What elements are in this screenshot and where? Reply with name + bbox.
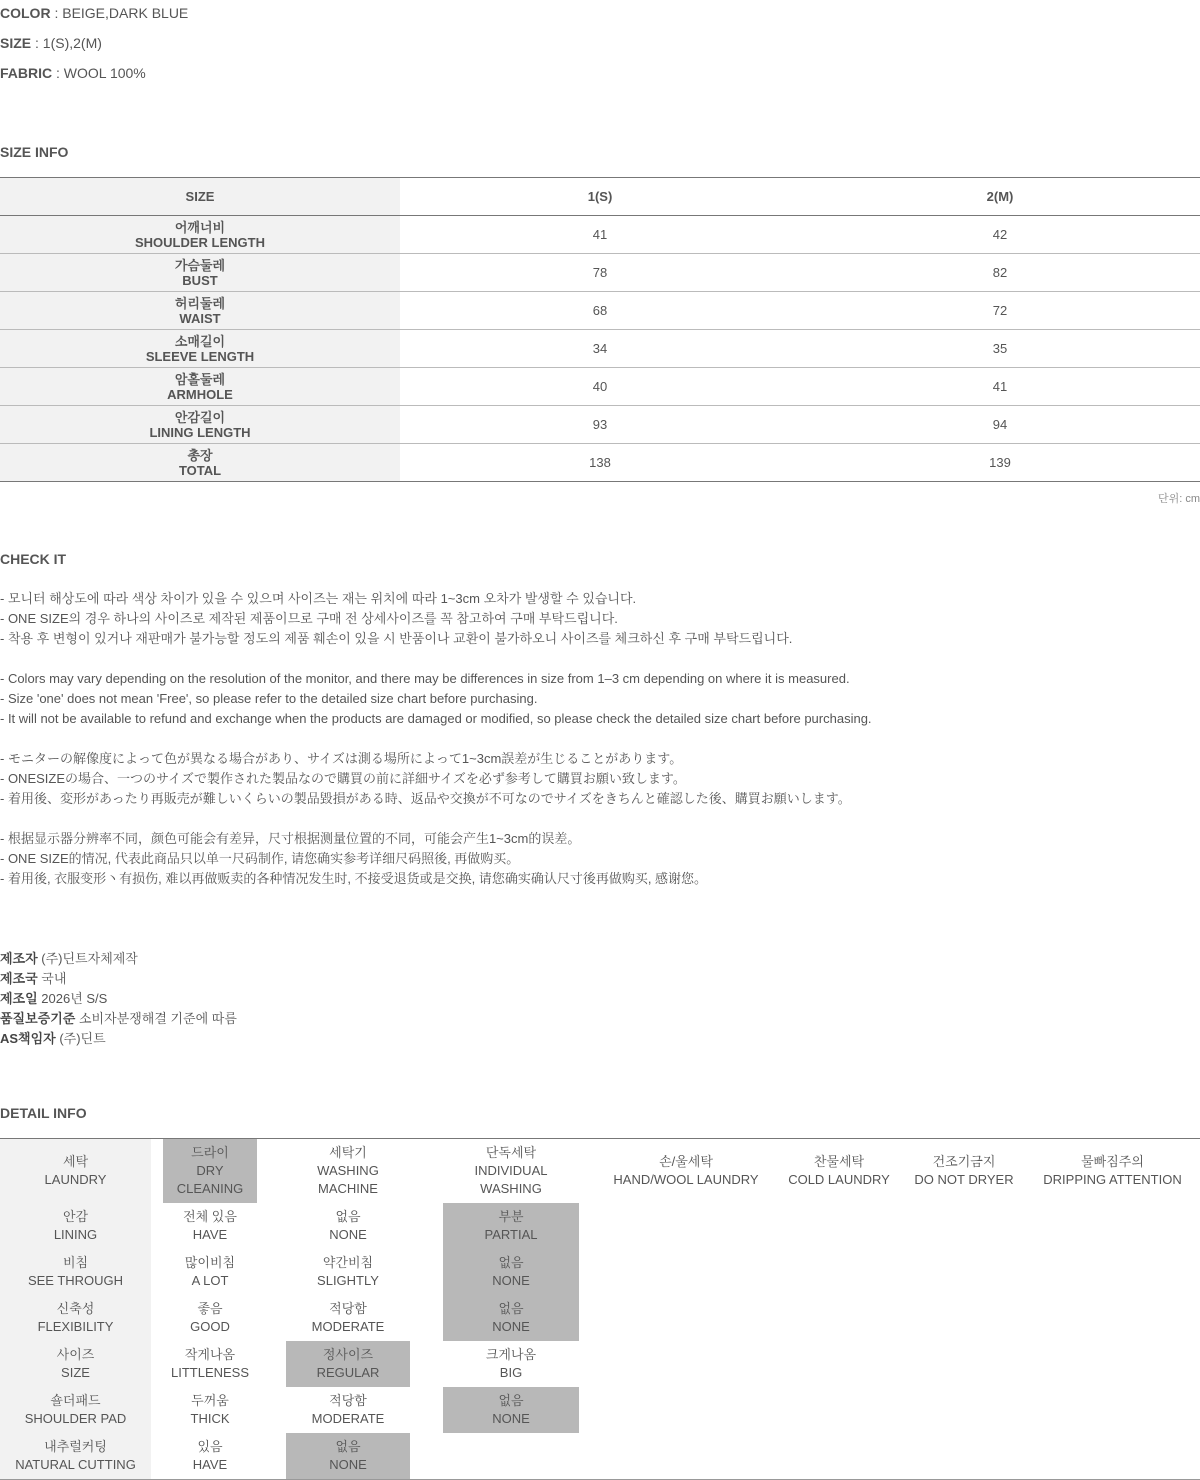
check-it-title: CHECK IT [0,551,67,567]
measure-label [0,444,400,481]
detail-info-title: DETAIL INFO [0,1105,87,1121]
maker-value: 국내 [37,971,67,986]
detail-option [163,1433,257,1479]
measure-label-en: SHOULDER LENGTH [135,234,265,250]
detail-option [163,1203,257,1249]
option-text-ko: 물빠짐주의 [1081,1154,1144,1169]
maker-value: 소비자분쟁해결 기준에 따름 [75,1011,237,1026]
option-text-en: BIG [499,1365,523,1380]
option-text-en: SHOULDER PAD [24,1411,127,1426]
note-line: - 着用後, 衣服变形丶有损伤, 难以再做贩卖的各种情况发生时, 不接受退货或是交换, 请您确实确认尺寸後再做购买, 感谢您。 [0,871,708,886]
option-text-en: A LOT [191,1273,229,1288]
value-s: 93 [592,417,608,432]
value-s: 41 [592,227,608,242]
option-text-ko: 세탁기 [329,1145,367,1160]
option-text-en: SIZE [61,1365,90,1380]
laundry-option [163,1139,257,1203]
note-line: - 착용 후 변형이 있거나 재판매가 불가능할 정도의 제품 훼손이 있을 시 반품이나 교환이 불가하오니 사이즈를 체크하신 후 구매 부탁드립니다. [0,631,793,646]
measure-label [0,406,400,443]
option-text-ko: 약간비침 [322,1255,374,1270]
note-line: - 着用後、変形があったり再販売が難しいくらいの製品毀損がある時、返品や交換が不可なのでサイズをきちんと確認した後、購買お願いします。 [0,791,851,806]
detail-option [286,1433,410,1479]
option-text-en: DRIPPING ATTENTION [1043,1172,1182,1187]
option-text-ko: 단독세탁 [485,1145,537,1160]
maker-label: AS책임자 [0,1031,56,1046]
row-label [0,1387,151,1433]
option-text-ko: 작게나옴 [184,1347,236,1362]
maker-line [0,1029,237,1049]
option-text-ko: 숄더패드 [50,1393,101,1408]
note-line: - ONE SIZE的情况, 代表此商品只以单一尺码制作, 请您确实参考详细尺码照後, 再做购买。 [0,851,520,866]
option-text-en: DO NOT DRYER [914,1172,1014,1187]
measure-label-en: WAIST [179,310,221,326]
value-s: 34 [592,341,608,356]
option-text-en: HAVE [192,1457,228,1472]
size-table [0,177,1200,482]
maker-info [0,949,237,1049]
spec-color [0,5,188,21]
option-text-ko: 세탁 [62,1154,89,1169]
measure-label-ko: 소매길이 [174,333,226,349]
option-text-ko: 찬물세탁 [813,1154,865,1169]
measure-label [0,254,400,291]
note-line: - ONE SIZE의 경우 하나의 사이즈로 제작된 제품이므로 구매 전 상세사이즈를 꼭 참고하여 구매 부탁드립니다. [0,611,618,626]
size-info-title: SIZE INFO [0,144,69,160]
spec-label: FABRIC [0,65,53,81]
detail-option [286,1295,410,1341]
value-m: 41 [992,379,1008,394]
maker-line [0,969,237,989]
maker-label: 제조자 [0,951,38,966]
option-text-en: NONE [492,1411,530,1426]
option-text-en: INDIVIDUAL WASHING [474,1163,548,1196]
measure-label-ko: 어깨너비 [174,219,226,235]
note-group [0,669,872,729]
measure-label [0,368,400,405]
laundry-option [781,1139,897,1203]
detail-option [443,1249,579,1295]
unit-label: 단위: cm [1157,493,1200,505]
table-row [0,216,1200,254]
option-text-en: HAVE [192,1227,228,1242]
value-s: 40 [592,379,608,394]
row-label [0,1249,151,1295]
laundry-option [286,1139,410,1203]
note-group [0,749,872,809]
note-line: - Size 'one' does not mean 'Free', so please refer to the detailed size chart before purchasing. [0,691,538,706]
spec-label: SIZE [0,35,32,51]
option-text-en: HAND/WOOL LAUNDRY [613,1172,759,1187]
option-text-ko: 전체 있음 [183,1209,237,1224]
option-text-en: SEE THROUGH [27,1273,124,1288]
value-m: 139 [989,455,1011,470]
option-text-en: NATURAL CUTTING [15,1457,136,1472]
option-text-en: DRY [196,1163,224,1178]
option-text-ko: 부분 [498,1209,524,1224]
detail-option [286,1341,410,1387]
note-line: - モニターの解像度によって色が異なる場合があり、サイズは測る場所によって1~3cm誤差が生じることがあります。 [0,751,683,766]
spec-value: : 1(S),2(M) [31,35,102,51]
detail-option [443,1341,579,1387]
option-text-ko: 크게나옴 [485,1347,537,1362]
option-text-ko: 있음 [197,1439,223,1454]
option-text-en: MODERATE [311,1411,385,1426]
table-row [0,444,1200,482]
option-text-ko: 없음 [498,1255,524,1270]
value-m: 35 [992,341,1008,356]
detail-option [443,1387,579,1433]
measure-label [0,216,400,253]
option-text-en: LAUNDRY [44,1172,107,1187]
measure-label-en: TOTAL [178,462,222,478]
spec-value: : BEIGE,DARK BLUE [50,5,189,21]
option-text-ko: 비침 [62,1255,89,1270]
laundry-option [443,1139,579,1203]
option-text-en: NONE [492,1319,530,1334]
detail-option [286,1387,410,1433]
option-text-ko: 없음 [335,1209,361,1224]
option-text-ko: 적당함 [329,1301,367,1316]
maker-label: 품질보증기준 [0,1011,76,1026]
option-text-ko: 없음 [498,1301,524,1316]
option-text-ko: 좋음 [197,1301,223,1316]
note-line: - Colors may vary depending on the resolution of the monitor, and there may be differences in size from 1–3 cm depending on where it is measured. [0,671,850,686]
value-m: 82 [992,265,1008,280]
option-text-en: PARTIAL [484,1227,538,1242]
option-text-ko: 많이비침 [184,1255,236,1270]
value-s: 78 [592,265,608,280]
option-text-ko: 건조기금지 [932,1154,996,1169]
option-text-en: COLD LAUNDRY [788,1172,890,1187]
measure-label-ko: 허리둘레 [174,295,226,311]
measure-label [0,292,400,329]
spec-label: COLOR [0,5,51,21]
option-text-en: THICK [190,1411,230,1426]
note-line: - ONESIZEの場合、一つのサイズで製作された製品なので購買の前に詳細サイズを必ず参考して購買お願い致します。 [0,771,686,786]
laundry-option [907,1139,1021,1203]
option-text-en: NONE [329,1457,367,1472]
note-group [0,589,872,649]
table-row [0,254,1200,292]
option-text-ko: 정사이즈 [322,1347,374,1362]
detail-option [163,1295,257,1341]
value-m: 94 [992,417,1008,432]
option-text-en: GOOD [190,1319,230,1334]
table-row [0,292,1200,330]
spec-fabric [0,65,146,81]
check-it-notes [0,589,872,909]
option-text-ko: 적당함 [329,1393,367,1408]
maker-line [0,1009,237,1029]
value-m: 72 [992,303,1008,318]
header-m: 2(M) [986,189,1014,204]
maker-label: 제조국 [0,971,38,986]
option-text-en: NONE [492,1273,530,1288]
option-text-ko: 두꺼움 [191,1393,229,1408]
option-text-en: FLEXIBILITY [37,1319,114,1334]
row-label-laundry [0,1139,151,1203]
option-text-ko: 없음 [335,1439,361,1454]
row-label [0,1203,151,1249]
laundry-option [1029,1139,1196,1203]
maker-value: 2026년 S/S [37,991,108,1006]
detail-option [286,1203,410,1249]
row-label [0,1295,151,1341]
size-table-header [0,178,1200,216]
measure-label-en: LINING LENGTH [149,424,251,440]
note-line: - 根据显示器分辨率不同，颜色可能会有差异，尺寸根据测量位置的不同，可能会产生1~3cm的误差。 [0,831,581,846]
option-text-ko: 손/울세탁 [659,1154,713,1169]
option-text-en: NONE [329,1227,367,1242]
option-text-en2: CLEANING [176,1181,244,1196]
option-text-ko: 사이즈 [56,1347,95,1362]
row-label [0,1433,151,1479]
detail-option [286,1249,410,1295]
measure-label [0,330,400,367]
maker-value: (주)딘트자체제작 [37,951,138,966]
detail-option [163,1341,257,1387]
option-text-en: LINING [53,1227,98,1242]
measure-label-ko: 가슴둘레 [174,257,226,273]
note-group [0,829,872,889]
header-size: SIZE [0,178,400,215]
maker-line [0,989,237,1009]
measure-label-ko: 안감길이 [174,409,226,425]
measure-label-en: BUST [182,272,218,288]
maker-line [0,949,237,969]
option-text-en: MODERATE [311,1319,385,1334]
row-label [0,1341,151,1387]
option-text-en: WASHING MACHINE [317,1163,379,1196]
option-text-ko: 내추럴커팅 [44,1439,107,1454]
value-s: 138 [589,455,611,470]
option-text-ko: 없음 [498,1393,524,1408]
measure-label-en: ARMHOLE [167,386,233,402]
detail-option [443,1295,579,1341]
option-text-ko: 안감 [62,1209,89,1224]
table-row [0,368,1200,406]
measure-label-ko: 암홀둘레 [174,371,226,387]
note-line: - 모니터 해상도에 따라 색상 차이가 있을 수 있으며 사이즈는 재는 위치에 따라 1~3cm 오차가 발생할 수 있습니다. [0,591,637,606]
option-text-ko: 신축성 [56,1301,95,1316]
header-s: 1(S) [587,189,613,204]
table-row [0,406,1200,444]
value-m: 42 [992,227,1008,242]
table-row [0,330,1200,368]
measure-label-en: SLEEVE LENGTH [145,348,255,364]
spec-value: : WOOL 100% [52,65,146,81]
detail-option [163,1387,257,1433]
laundry-option [604,1139,768,1203]
spec-size [0,35,102,51]
option-text-en: REGULAR [316,1365,380,1380]
note-line: - It will not be available to refund and exchange when the products are damaged or modified, so please check the detailed size chart before purchasing. [0,711,872,726]
maker-value: (주)딘트 [55,1031,106,1046]
option-text-en: LITTLENESS [170,1365,250,1380]
option-text-en: SLIGHTLY [317,1273,379,1288]
maker-label: 제조일 [0,991,38,1006]
value-s: 68 [592,303,608,318]
detail-option [443,1203,579,1249]
option-text-ko: 드라이 [191,1145,229,1160]
measure-label-ko: 총장 [187,447,213,463]
detail-option [163,1249,257,1295]
